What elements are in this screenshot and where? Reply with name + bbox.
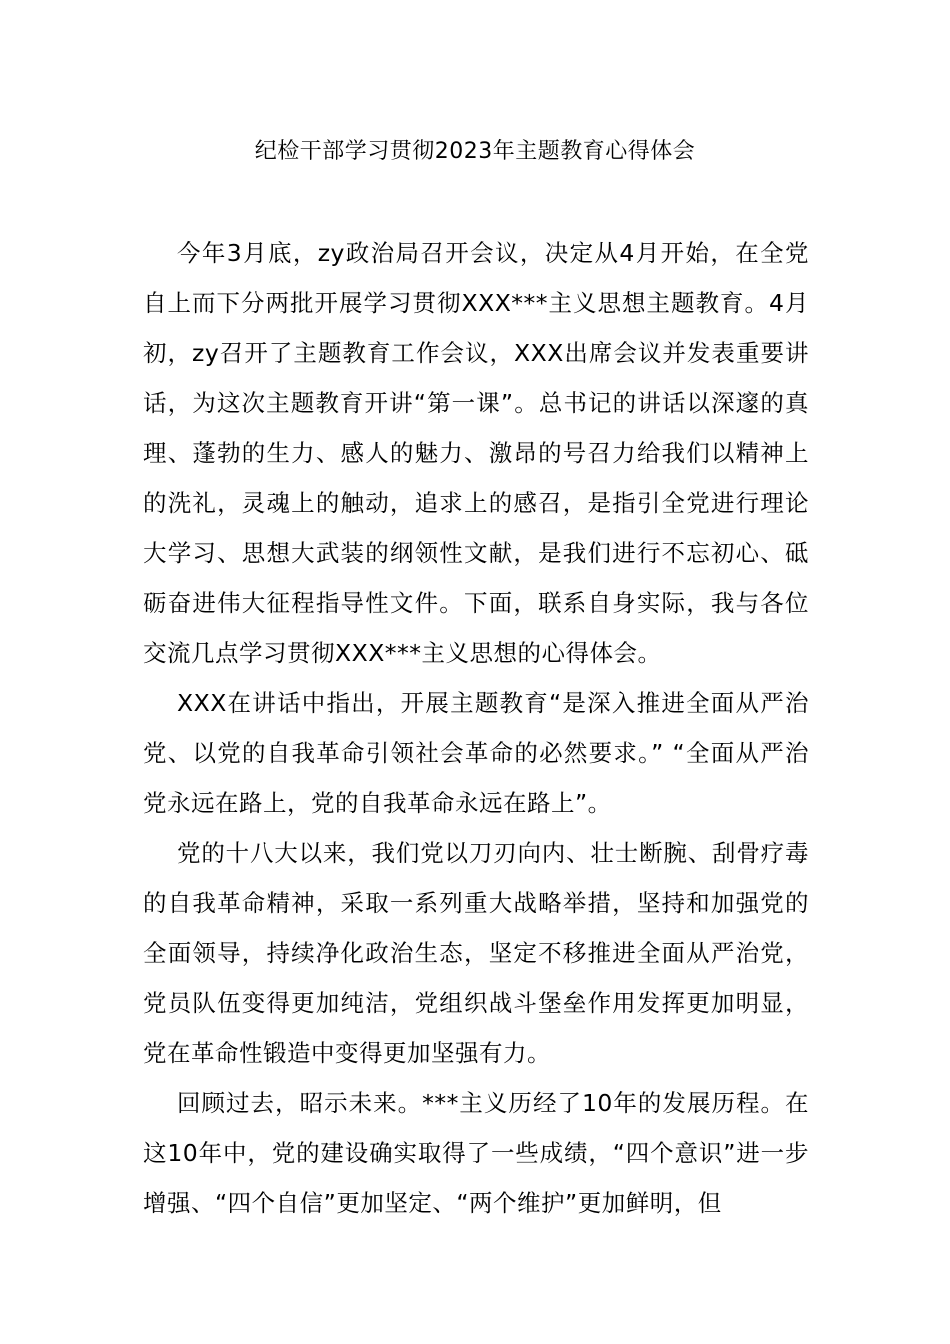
paragraph-1: 今年3月底，zy政治局召开会议，决定从4月开始，在全党自上而下分两批开展学习贯彻XXX***主义思想主题教育。4月初，zy召开了主题教育工作会议，XXX出席会议并发表重要讲话，为这次主题教育开讲“第一课”。总书记的讲话以深邃的真理、蓬勃的生力、感人的魅力、激昂的号召力给我们以精神上的洗礼，灵魂上的触动，追求上的感召，是指引全党进行理论大学习、思想大武装的纲领性文献，是我们进行不忘初心、砥砺奋进伟大征程指导性文件。下面，联系自身实际，我与各位交流几点学习贯彻XXX***主义思想的心得体会。	[143, 239, 809, 667]
document-title: 纪检干部学习贯彻2023年主题教育心得体会	[254, 139, 696, 164]
paragraph-2: XXX在讲话中指出，开展主题教育“是深入推进全面从严治党、以党的自我革命引领社会革命的必然要求。” “全面从严治党永远在路上，党的自我革命永远在路上”。	[143, 689, 809, 817]
paragraph-4: 回顾过去，昭示未来。***主义历经了10年的发展历程。在这10年中，党的建设确实取得了一些成绩，“四个意识”进一步增强、“四个自信”更加坚定、“两个维护”更加鲜明，但	[143, 1089, 809, 1217]
document-body	[143, 228, 809, 1228]
paragraph-3: 党的十八大以来，我们党以刀刃向内、壮士断腕、刮骨疗毒的自我革命精神，采取一系列重大战略举措，坚持和加强党的全面领导，持续净化政治生态，坚定不移推进全面从严治党，党员队伍变得更加纯洁，党组织战斗堡垒作用发挥更加明显，党在革命性锻造中变得更加坚强有力。	[143, 839, 809, 1067]
